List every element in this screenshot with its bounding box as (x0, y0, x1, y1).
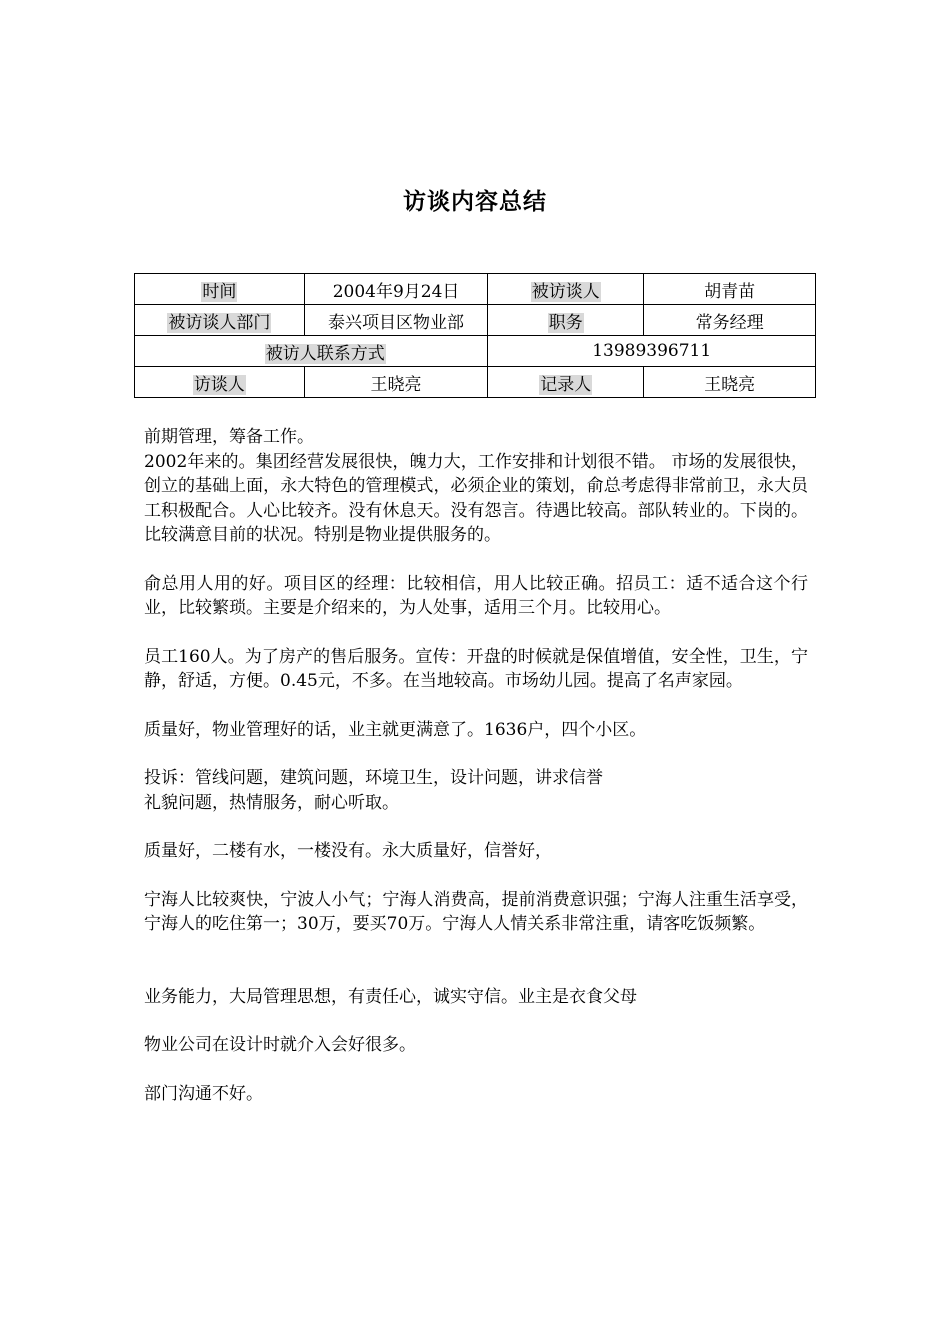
contact-value: 13989396711 (488, 336, 816, 367)
position-value: 常务经理 (644, 305, 816, 336)
recorder-label-cell (488, 367, 644, 398)
paragraph: 前期管理，筹备工作。 (144, 427, 314, 447)
paragraph: 投诉：管线问题，建筑问题，环境卫生，设计问题，讲求信誉 (144, 768, 603, 788)
interview-notes (144, 425, 808, 1106)
paragraph: 礼貌问题，热情服务，耐心听取。 (144, 792, 399, 813)
paragraph: 员工160人。为了房产的售后服务。宣传：开盘的时候就是保值增值，安全性，卫生，宁静，舒适，方便。0.45元，不多。在当地较高。市场幼儿园。提高了名声家园。 (144, 646, 808, 691)
position-label: 职务 (548, 312, 583, 333)
paragraph: 业务能力，大局管理思想，有责任心，诚实守信。业主是衣食父母 (144, 986, 637, 1007)
paragraph: 质量好，二楼有水，一楼没有。永大质量好，信誉好， (144, 841, 552, 861)
table-row (135, 367, 816, 398)
paragraph: 质量好，物业管理好的话，业主就更满意了。1636户，四个小区。 (144, 719, 647, 740)
time-label: 时间 (202, 281, 237, 302)
interview-info-table (134, 273, 816, 398)
interviewee-label-cell (488, 274, 644, 305)
dept-label: 被访谈人部门 (168, 312, 271, 333)
paragraph: 宁海人比较爽快，宁波人小气；宁海人消费高，提前消费意识强；宁海人注重生活享受，宁海人的吃住第一；30万，要买70万。宁海人人情关系非常注重，请客吃饭频繁。 (144, 889, 808, 934)
recorder-label: 记录人 (540, 374, 592, 395)
interviewee-label: 被访谈人 (531, 281, 600, 302)
dept-value: 泰兴项目区物业部 (304, 305, 488, 336)
interviewer-label-cell (135, 367, 305, 398)
paragraph: 部门沟通不好。 (144, 1083, 263, 1104)
paragraph: 2002年来的。集团经营发展很快，魄力大，工作安排和计划很不错。 市场的发展很快，创立的基础上面，永大特色的管理模式，必须企业的策划，俞总考虑得非常前卫，永大员工积极配合。人心比较齐。没有休息天。没有怨言。待遇比较高。部队转业的。下岗的。比较满意目前的状况。特别是物业提供服务的。 (144, 451, 808, 545)
table-row (135, 305, 816, 336)
contact-label: 被访人联系方式 (265, 343, 385, 364)
table-row (135, 336, 816, 367)
position-label-cell (488, 305, 644, 336)
contact-label-cell (135, 336, 488, 367)
page-title: 访谈内容总结 (403, 188, 547, 215)
interviewer-label: 访谈人 (193, 374, 245, 395)
table-row (135, 274, 816, 305)
paragraph: 物业公司在设计时就介入会好很多。 (144, 1035, 416, 1055)
time-label-cell (135, 274, 305, 305)
time-value: 2004年9月24日 (304, 274, 488, 305)
interviewer-value: 王晓亮 (304, 367, 488, 398)
interviewee-value: 胡青苗 (644, 274, 816, 305)
dept-label-cell (135, 305, 305, 336)
paragraph: 俞总用人用的好。项目区的经理：比较相信，用人比较正确。招员工：适不适合这个行业，比较繁琐。主要是介绍来的，为人处事，适用三个月。比较用心。 (144, 573, 808, 618)
recorder-value: 王晓亮 (644, 367, 816, 398)
